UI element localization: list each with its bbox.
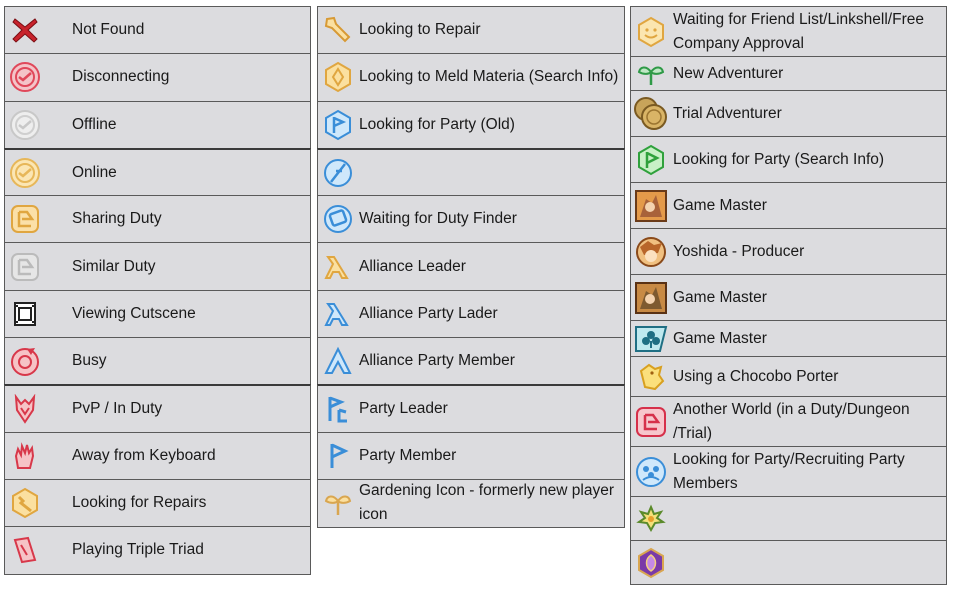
table-row bbox=[630, 136, 947, 183]
triple-triad-card-icon bbox=[10, 535, 40, 565]
row-label: Offline bbox=[72, 115, 117, 133]
table-row bbox=[4, 242, 311, 290]
coins-icon bbox=[632, 95, 670, 133]
table-row bbox=[317, 6, 625, 54]
table-row bbox=[4, 148, 311, 196]
row-label: Game Master bbox=[673, 329, 767, 347]
table-row bbox=[4, 6, 311, 54]
away-hand-icon bbox=[10, 441, 40, 471]
table-row bbox=[317, 290, 625, 338]
row-label: Party Leader bbox=[359, 400, 448, 418]
table-row bbox=[317, 195, 625, 243]
table-row bbox=[630, 540, 947, 585]
row-label: Looking for Party (Old) bbox=[359, 115, 515, 133]
table-row bbox=[630, 274, 947, 321]
row-label: Alliance Party Lader bbox=[359, 304, 498, 322]
status-table-column-1 bbox=[4, 6, 311, 575]
row-label: Gardening Icon - formerly new player icon bbox=[359, 482, 615, 524]
wrench-icon bbox=[322, 14, 354, 46]
table-row bbox=[630, 90, 947, 137]
blue-quill-icon bbox=[322, 157, 354, 189]
table-row bbox=[317, 148, 625, 196]
table-row bbox=[630, 320, 947, 357]
table-row bbox=[4, 53, 311, 101]
row-label: Looking for Repairs bbox=[72, 494, 207, 512]
row-label: Looking for Party (Search Info) bbox=[673, 150, 885, 168]
status-table-column-3 bbox=[630, 6, 947, 585]
table-row bbox=[4, 337, 311, 385]
row-label: Online bbox=[72, 163, 117, 181]
row-label: Looking to Meld Materia (Search Info) bbox=[359, 68, 619, 86]
row-label: Away from Keyboard bbox=[72, 446, 216, 464]
table-row bbox=[317, 242, 625, 290]
row-label: Another World (in a Duty/Dungeon /Trial) bbox=[673, 400, 910, 442]
table-row bbox=[630, 6, 947, 57]
looking-for-repairs-icon bbox=[9, 487, 41, 519]
row-label: Looking for Party/Recruiting Party Members bbox=[673, 450, 905, 492]
sprout-icon bbox=[323, 488, 353, 518]
row-label: New Adventurer bbox=[673, 64, 784, 82]
similar-duty-icon bbox=[10, 252, 40, 282]
table-row bbox=[4, 384, 311, 432]
table-row bbox=[4, 195, 311, 243]
yoshida-icon bbox=[634, 235, 668, 269]
chocobo-porter-icon bbox=[635, 361, 667, 393]
table-row bbox=[630, 396, 947, 447]
row-label: Sharing Duty bbox=[72, 210, 162, 228]
party-member-icon bbox=[323, 441, 353, 471]
party-flag-old-icon bbox=[322, 109, 354, 141]
table-row bbox=[630, 56, 947, 91]
disconnecting-icon bbox=[9, 61, 41, 93]
offline-icon bbox=[9, 109, 41, 141]
table-row bbox=[317, 53, 625, 101]
table-row bbox=[4, 290, 311, 338]
table-row bbox=[630, 228, 947, 275]
table-row bbox=[630, 496, 947, 541]
row-label: Waiting for Friend List/Linkshell/Free Company Approval bbox=[673, 10, 924, 52]
row-label: Busy bbox=[72, 352, 107, 370]
row-label: Alliance Party Member bbox=[359, 352, 515, 370]
sharing-duty-icon bbox=[10, 204, 40, 234]
table-row bbox=[4, 479, 311, 527]
table-row bbox=[317, 337, 625, 385]
alliance-party-leader-icon bbox=[323, 299, 353, 329]
purple-crest-icon bbox=[635, 547, 667, 579]
table-row bbox=[630, 356, 947, 397]
table-row bbox=[317, 384, 625, 432]
row-label: Disconnecting bbox=[72, 68, 170, 86]
another-world-icon bbox=[635, 406, 667, 438]
row-label: Viewing Cutscene bbox=[72, 304, 196, 322]
flower-icon bbox=[635, 503, 667, 535]
row-label: Looking to Repair bbox=[359, 21, 481, 39]
table-row bbox=[4, 101, 311, 149]
materia-icon bbox=[322, 61, 354, 93]
gm-club-icon bbox=[634, 325, 668, 353]
pvp-icon bbox=[10, 394, 40, 424]
online-icon bbox=[9, 157, 41, 189]
row-label: PvP / In Duty bbox=[72, 400, 163, 418]
row-label: Party Member bbox=[359, 446, 457, 464]
table-row bbox=[630, 446, 947, 497]
alliance-leader-icon bbox=[323, 252, 353, 282]
table-row bbox=[4, 432, 311, 480]
film-strip-icon bbox=[11, 300, 39, 328]
row-label: Waiting for Duty Finder bbox=[359, 210, 517, 228]
duty-finder-icon bbox=[322, 203, 354, 235]
table-row bbox=[4, 526, 311, 574]
table-row bbox=[317, 479, 625, 528]
red-x-icon bbox=[10, 15, 40, 45]
table-row bbox=[317, 101, 625, 149]
busy-icon bbox=[9, 345, 41, 377]
row-label: Trial Adventurer bbox=[673, 104, 782, 122]
row-label: Using a Chocobo Porter bbox=[673, 367, 839, 385]
recruiting-party-icon bbox=[635, 456, 667, 488]
table-row bbox=[630, 182, 947, 229]
row-label: Playing Triple Triad bbox=[72, 541, 204, 559]
gm-moogle-icon-2 bbox=[634, 281, 668, 315]
row-label: Game Master bbox=[673, 288, 767, 306]
gm-moogle-icon bbox=[634, 189, 668, 223]
row-label: Similar Duty bbox=[72, 257, 156, 275]
row-label: Game Master bbox=[673, 196, 767, 214]
green-flag-icon bbox=[635, 144, 667, 176]
smiley-icon bbox=[635, 16, 667, 48]
row-label: Alliance Leader bbox=[359, 257, 466, 275]
row-label: Yoshida - Producer bbox=[673, 242, 805, 260]
party-leader-icon bbox=[323, 394, 353, 424]
table-row bbox=[317, 432, 625, 480]
row-label: Not Found bbox=[72, 21, 145, 39]
alliance-party-member-icon bbox=[323, 346, 353, 376]
status-table-column-2 bbox=[317, 6, 625, 528]
green-sprout-icon bbox=[636, 61, 666, 87]
